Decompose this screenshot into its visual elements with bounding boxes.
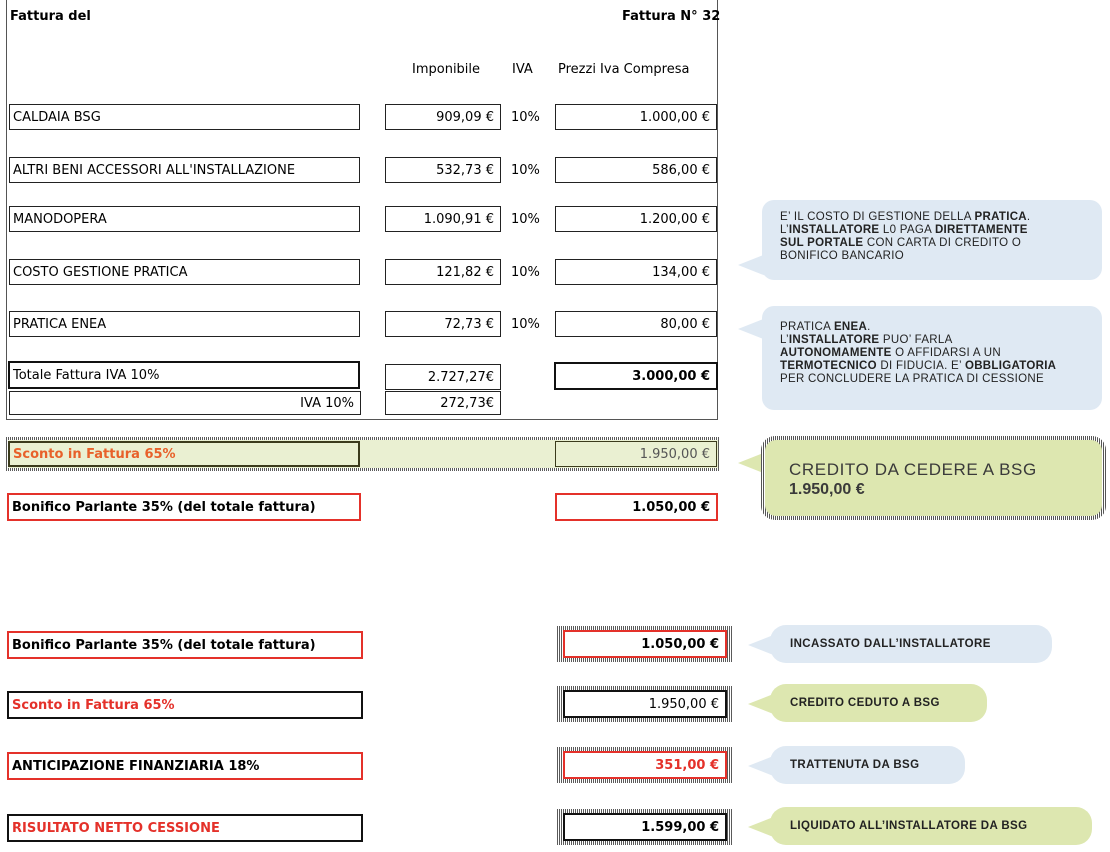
bonifico-label: Bonifico Parlante 35% (del totale fattura) bbox=[7, 493, 361, 521]
item-prezzo: 134,00 € bbox=[555, 259, 717, 285]
callout-text: AUTONOMAMENTE bbox=[780, 347, 892, 359]
item-label: COSTO GESTIONE PRATICA bbox=[9, 259, 360, 285]
item-iva: 10% bbox=[511, 212, 540, 227]
summary-value: 1.050,00 € bbox=[563, 630, 727, 658]
callout-text: E’ IL COSTO DI GESTIONE DELLA bbox=[780, 211, 975, 223]
item-label: MANODOPERA bbox=[9, 206, 360, 232]
callout-text: INSTALLATORE bbox=[788, 224, 880, 236]
callout-text: INSTALLATORE bbox=[788, 334, 880, 346]
callout-credito-line2: 1.950,00 € bbox=[789, 481, 865, 498]
iva-label: IVA 10% bbox=[9, 391, 361, 415]
item-prezzo: 1.000,00 € bbox=[555, 104, 717, 130]
column-header-prezzi: Prezzi Iva Compresa bbox=[558, 62, 690, 77]
summary-value: 1.599,00 € bbox=[563, 813, 727, 841]
item-iva: 10% bbox=[511, 163, 540, 178]
item-prezzo: 586,00 € bbox=[555, 157, 717, 183]
summary-note: INCASSATO DALL’INSTALLATORE bbox=[770, 625, 1052, 663]
callout-enea: PRATICA ENEA. L’INSTALLATORE PUO’ FARLA AUTONOMAMENTE O AFFIDARSI A UN TERMOTECNICO DI FIDUCIA. E’ OBBLIGATORIA PER CONCLUDERE LA PRATICA DI CESSIONE bbox=[762, 306, 1102, 410]
sconto-label: Sconto in Fattura 65% bbox=[8, 441, 360, 467]
item-imponibile: 909,09 € bbox=[385, 104, 501, 130]
item-prezzo: 80,00 € bbox=[555, 311, 717, 337]
summary-note: TRATTENUTA DA BSG bbox=[770, 746, 965, 784]
callout-text: L0 PAGA bbox=[879, 224, 935, 236]
callout-credito bbox=[765, 440, 1102, 516]
total-imponibile: 2.727,27€ bbox=[385, 364, 501, 390]
item-prezzo: 1.200,00 € bbox=[555, 206, 717, 232]
summary-value: 1.950,00 € bbox=[563, 690, 727, 718]
column-header-imponibile: Imponibile bbox=[412, 62, 481, 77]
summary-label: ANTICIPAZIONE FINANZIARIA 18% bbox=[7, 752, 363, 780]
item-imponibile: 1.090,91 € bbox=[385, 206, 501, 232]
item-label: PRATICA ENEA bbox=[9, 311, 360, 337]
summary-note: LIQUIDATO ALL’INSTALLATORE DA BSG bbox=[770, 807, 1092, 845]
item-label: CALDAIA BSG bbox=[9, 104, 360, 130]
item-imponibile: 121,82 € bbox=[385, 259, 501, 285]
total-prezzo: 3.000,00 € bbox=[554, 362, 718, 390]
callout-text: O AFFIDARSI A UN bbox=[891, 347, 1001, 359]
callout-text: PRATICA bbox=[974, 211, 1027, 223]
callout-text: TERMOTECNICO bbox=[780, 360, 877, 372]
callout-text: ENEA bbox=[833, 321, 868, 333]
callout-text: BONIFICO BANCARIO bbox=[780, 250, 904, 262]
callout-credito-line1: CREDITO DA CEDERE A BSG bbox=[789, 460, 1037, 479]
callout-text: OBBLIGATORIA bbox=[964, 360, 1057, 372]
item-imponibile: 72,73 € bbox=[385, 311, 501, 337]
callout-gestione: E’ IL COSTO DI GESTIONE DELLA PRATICA. L’INSTALLATORE L0 PAGA DIRETTAMENTE SUL PORTALE CON CARTA DI CREDITO O BONIFICO BANCARIO bbox=[762, 200, 1102, 280]
summary-note: CREDITO CEDUTO A BSG bbox=[770, 684, 987, 722]
invoice-title: Fattura del bbox=[10, 9, 91, 24]
summary-value: 351,00 € bbox=[563, 751, 727, 779]
item-imponibile: 532,73 € bbox=[385, 157, 501, 183]
bonifico-value: 1.050,00 € bbox=[555, 493, 718, 521]
callout-text: PRATICA bbox=[780, 321, 834, 333]
callout-text: PUO’ FARLA bbox=[879, 334, 953, 346]
column-header-iva: IVA bbox=[512, 62, 533, 77]
invoice-number: Fattura N° 32 bbox=[622, 9, 721, 24]
callout-text: PER CONCLUDERE LA PRATICA DI CESSIONE bbox=[780, 373, 1044, 385]
summary-label: Sconto in Fattura 65% bbox=[7, 691, 363, 719]
sconto-value: 1.950,00 € bbox=[555, 441, 717, 467]
callout-text: DIRETTAMENTE bbox=[934, 224, 1028, 236]
item-iva: 10% bbox=[511, 317, 540, 332]
callout-text: CON CARTA DI CREDITO O bbox=[863, 237, 1022, 249]
callout-text: L’ bbox=[780, 334, 789, 346]
item-label: ALTRI BENI ACCESSORI ALL'INSTALLAZIONE bbox=[9, 157, 360, 183]
item-iva: 10% bbox=[511, 265, 540, 280]
summary-label: Bonifico Parlante 35% (del totale fattura) bbox=[7, 631, 363, 659]
iva-value: 272,73€ bbox=[385, 391, 501, 415]
callout-text: SUL PORTALE bbox=[780, 237, 864, 249]
total-label: Totale Fattura IVA 10% bbox=[8, 361, 360, 389]
item-iva: 10% bbox=[511, 110, 540, 125]
callout-text: L’ bbox=[780, 224, 789, 236]
summary-label: RISULTATO NETTO CESSIONE bbox=[7, 814, 363, 842]
callout-text: DI FIDUCIA. E’ bbox=[876, 360, 965, 372]
